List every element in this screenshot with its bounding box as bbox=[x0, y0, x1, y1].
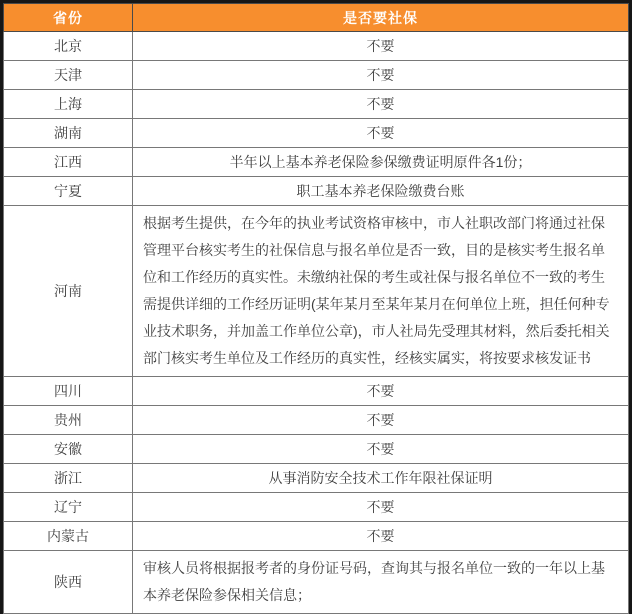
table-row bbox=[4, 464, 629, 493]
requirement-cell: 半年以上基本养老保险参保缴费证明原件各1份； bbox=[133, 148, 629, 177]
column-header-requirement: 是否要社保 bbox=[133, 4, 629, 32]
requirement-cell: 不要 bbox=[133, 377, 629, 406]
table-row bbox=[4, 493, 629, 522]
requirement-cell: 不要 bbox=[133, 119, 629, 148]
table-row bbox=[4, 61, 629, 90]
table-row bbox=[4, 90, 629, 119]
province-cell: 贵州 bbox=[4, 406, 133, 435]
province-cell: 宁夏 bbox=[4, 177, 133, 206]
province-cell: 内蒙古 bbox=[4, 522, 133, 551]
header-row bbox=[4, 4, 629, 32]
table-row bbox=[4, 377, 629, 406]
table-row bbox=[4, 148, 629, 177]
requirement-cell: 不要 bbox=[133, 32, 629, 61]
table-row bbox=[4, 435, 629, 464]
province-cell: 陕西 bbox=[4, 551, 133, 614]
requirement-cell: 不要 bbox=[133, 61, 629, 90]
requirement-cell: 职工基本养老保险缴费台账 bbox=[133, 177, 629, 206]
requirement-cell: 从事消防安全技术工作年限社保证明 bbox=[133, 464, 629, 493]
column-header-province: 省份 bbox=[4, 4, 133, 32]
requirement-cell: 不要 bbox=[133, 522, 629, 551]
requirement-cell: 不要 bbox=[133, 493, 629, 522]
requirement-cell: 不要 bbox=[133, 406, 629, 435]
table-header bbox=[4, 4, 629, 32]
table-row bbox=[4, 551, 629, 614]
province-cell: 上海 bbox=[4, 90, 133, 119]
table-row bbox=[4, 32, 629, 61]
province-cell: 湖南 bbox=[4, 119, 133, 148]
province-cell: 辽宁 bbox=[4, 493, 133, 522]
table-row bbox=[4, 206, 629, 377]
table-row bbox=[4, 177, 629, 206]
requirement-cell: 不要 bbox=[133, 435, 629, 464]
table-row bbox=[4, 119, 629, 148]
requirement-cell: 审核人员将根据报考者的身份证号码，查询其与报名单位一致的一年以上基本养老保险参保相关信息； bbox=[133, 551, 629, 614]
table-row bbox=[4, 406, 629, 435]
requirement-cell: 根据考生提供，在今年的执业考试资格审核中，市人社职改部门将通过社保管理平台核实考生的社保信息与报名单位是否一致，目的是核实考生报名单位和工作经历的真实性。未缴纳社保的考生或社保与报名单位不一致的考生需提供详细的工作经历证明(某年某月至某年某月在何单位上班，担任何种专业技术职务，并加盖工作单位公章)，市人社局先受理其材料，然后委托相关部门核实考生单位及工作经历的真实性，经核实属实，将按要求核发证书 bbox=[133, 206, 629, 377]
table-row bbox=[4, 522, 629, 551]
province-cell: 江西 bbox=[4, 148, 133, 177]
province-cell: 四川 bbox=[4, 377, 133, 406]
province-cell: 安徽 bbox=[4, 435, 133, 464]
province-cell: 北京 bbox=[4, 32, 133, 61]
table-body bbox=[4, 32, 629, 614]
province-cell: 河南 bbox=[4, 206, 133, 377]
social-security-table bbox=[3, 3, 629, 614]
requirement-cell: 不要 bbox=[133, 90, 629, 119]
province-cell: 浙江 bbox=[4, 464, 133, 493]
province-cell: 天津 bbox=[4, 61, 133, 90]
